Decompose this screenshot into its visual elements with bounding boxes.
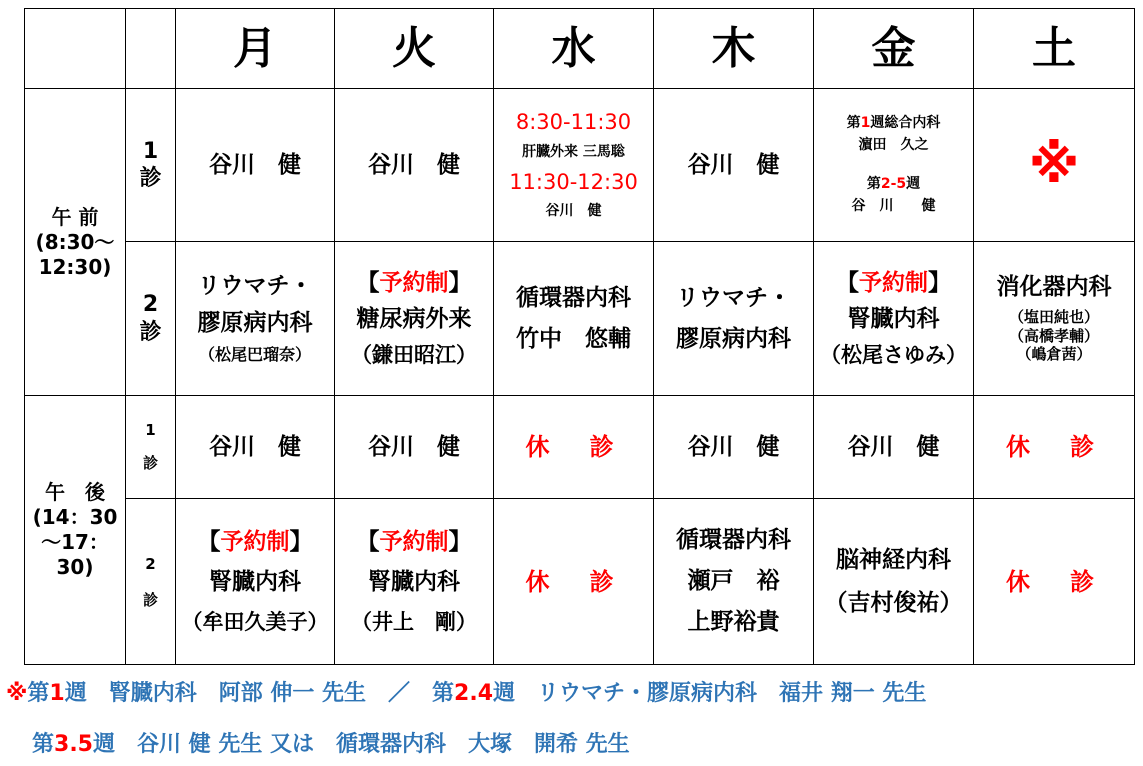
- day-header-thu: 木: [654, 9, 814, 89]
- department: 腎臓内科: [847, 306, 940, 333]
- doctor-2: 谷川 健: [545, 203, 602, 220]
- clinic-number: 2: [145, 554, 156, 573]
- pm1-fri: 谷川 健: [814, 396, 974, 499]
- department: リウマチ・: [197, 272, 313, 299]
- pm2-fri: [814, 499, 974, 665]
- am1-thu: 谷川 健: [654, 89, 814, 242]
- week-number: 3.5: [54, 732, 93, 757]
- pm2-wed: 休 診: [494, 499, 654, 665]
- day-header-wed: 水: [494, 9, 654, 89]
- clinic-suffix: 診: [142, 454, 158, 472]
- clinic-suffix: 診: [139, 319, 162, 345]
- reservation-label: 【予約制】: [356, 528, 472, 555]
- am-label: 午 前: [51, 204, 99, 229]
- am1-tue: 谷川 健: [335, 89, 494, 242]
- am-row-2: [25, 242, 1135, 396]
- reservation-label: 【予約制】: [836, 269, 951, 296]
- department: 腎臓内科: [368, 569, 460, 596]
- department: リウマチ・: [676, 284, 791, 311]
- department: 消化器内科: [996, 274, 1112, 300]
- clinic-suffix: 診: [139, 166, 162, 191]
- header-row: [25, 9, 1135, 89]
- am-clinic-2: [126, 242, 176, 396]
- am-hours-2: 12:30): [38, 254, 112, 279]
- pm-hours: (14：30: [32, 505, 118, 529]
- pm2-tue: [335, 499, 494, 665]
- pm-period-label: [25, 396, 126, 665]
- day-header-fri: 金: [814, 9, 974, 89]
- reservation-label: 【予約制】: [197, 528, 313, 555]
- am2-thu: [654, 242, 814, 396]
- am-hours: (8:30～: [35, 229, 115, 254]
- pm2-mon: [176, 499, 335, 665]
- pm-hours-2: ～17：: [41, 530, 109, 554]
- am1-wed: [494, 89, 654, 242]
- doctor: （松尾巴瑠奈）: [198, 345, 311, 365]
- pm-label: 午 後: [45, 480, 105, 504]
- pm-row-2: [25, 499, 1135, 665]
- doctor: 竹中 悠輔: [516, 325, 631, 352]
- footnote-text: 週 リウマチ・膠原病内科 福井 翔一 先生: [493, 681, 927, 706]
- doctor-1: 瀬戸 裕: [687, 568, 780, 595]
- pm-hours-3: 30): [56, 555, 94, 579]
- day-header-sat: 土: [974, 9, 1135, 89]
- reservation-label: 【予約制】: [356, 269, 472, 296]
- am1-mon: 谷川 健: [176, 89, 335, 242]
- doctor-week-2-5: 谷 川 健: [851, 197, 936, 214]
- doctor-2: 上野裕貴: [687, 608, 780, 635]
- clinic-schedule-table: [24, 8, 1135, 665]
- doctor: （井上 剛）: [351, 610, 477, 635]
- footnote-line-2: [32, 727, 630, 758]
- corner-cell: [25, 9, 126, 89]
- footnote-text: 週 谷川 健 先生 又は 循環器内科 大塚 開希 先生: [93, 732, 630, 757]
- pm-clinic-2: [126, 499, 176, 665]
- am-period-label: [25, 89, 126, 396]
- pm1-thu: 谷川 健: [654, 396, 814, 499]
- day-header-tue: 火: [335, 9, 494, 89]
- corner-cell-2: [126, 9, 176, 89]
- department: 脳神経内科: [836, 546, 951, 573]
- week-number: 2.4: [454, 681, 494, 706]
- am1-fri: [814, 89, 974, 242]
- pm-row-1: [25, 396, 1135, 499]
- doctor-3: （嶋倉茜）: [1016, 345, 1092, 364]
- doctor: （牟田久美子）: [181, 610, 329, 635]
- reference-mark: ※: [6, 681, 28, 706]
- doctor-1: 肝臓外来 三馬聡: [522, 143, 625, 160]
- am2-wed: [494, 242, 654, 396]
- footnote-text: 週 腎臓内科 阿部 伸一 先生 ／ 第: [64, 681, 455, 706]
- am2-tue: [335, 242, 494, 396]
- pm1-mon: 谷川 健: [176, 396, 335, 499]
- doctor-2: （高橋孝輔）: [1008, 326, 1099, 345]
- pm1-tue: 谷川 健: [335, 396, 494, 499]
- doctor: （吉村俊祐）: [824, 589, 963, 616]
- clinic-number: 2: [142, 292, 159, 317]
- clinic-number: 1: [145, 421, 156, 439]
- week-2-5-label: 第2-5週: [866, 176, 921, 192]
- pm2-thu: [654, 499, 814, 665]
- doctor-1: （塩田純也）: [1008, 307, 1099, 326]
- clinic-suffix: 診: [142, 590, 158, 609]
- department: 糖尿病外来: [356, 306, 472, 333]
- footnote-line-1: [6, 676, 926, 707]
- pm2-sat: 休 診: [974, 499, 1135, 665]
- time-slot-2: 11:30-12:30: [509, 170, 638, 194]
- pm1-sat: 休 診: [974, 396, 1135, 499]
- department-2: 膠原病内科: [197, 309, 313, 336]
- doctor: （松尾さゆみ）: [820, 343, 967, 368]
- pm1-wed: 休 診: [494, 396, 654, 499]
- clinic-number: 1: [142, 138, 159, 164]
- am-clinic-1: [126, 89, 176, 242]
- footnote-text: 第: [32, 732, 55, 757]
- department-2: 膠原病内科: [676, 325, 791, 352]
- week-1-label: 第1週総合内科: [846, 115, 941, 131]
- day-header-mon: 月: [176, 9, 335, 89]
- reference-mark: ※: [1028, 135, 1080, 195]
- am2-mon: [176, 242, 335, 396]
- doctor: （鎌田昭江）: [351, 343, 477, 368]
- doctor-week-1: 濵田 久之: [858, 136, 929, 153]
- week-number: 1: [49, 681, 65, 706]
- department: 腎臓内科: [209, 569, 301, 596]
- am1-sat: [974, 89, 1135, 242]
- pm-clinic-1: [126, 396, 176, 499]
- department: 循環器内科: [676, 527, 791, 554]
- time-slot-1: 8:30-11:30: [515, 110, 632, 135]
- footnote-text: 第: [27, 681, 50, 706]
- am2-fri: [814, 242, 974, 396]
- department: 循環器内科: [516, 284, 631, 311]
- am2-sat: [974, 242, 1135, 396]
- am-row-1: [25, 89, 1135, 242]
